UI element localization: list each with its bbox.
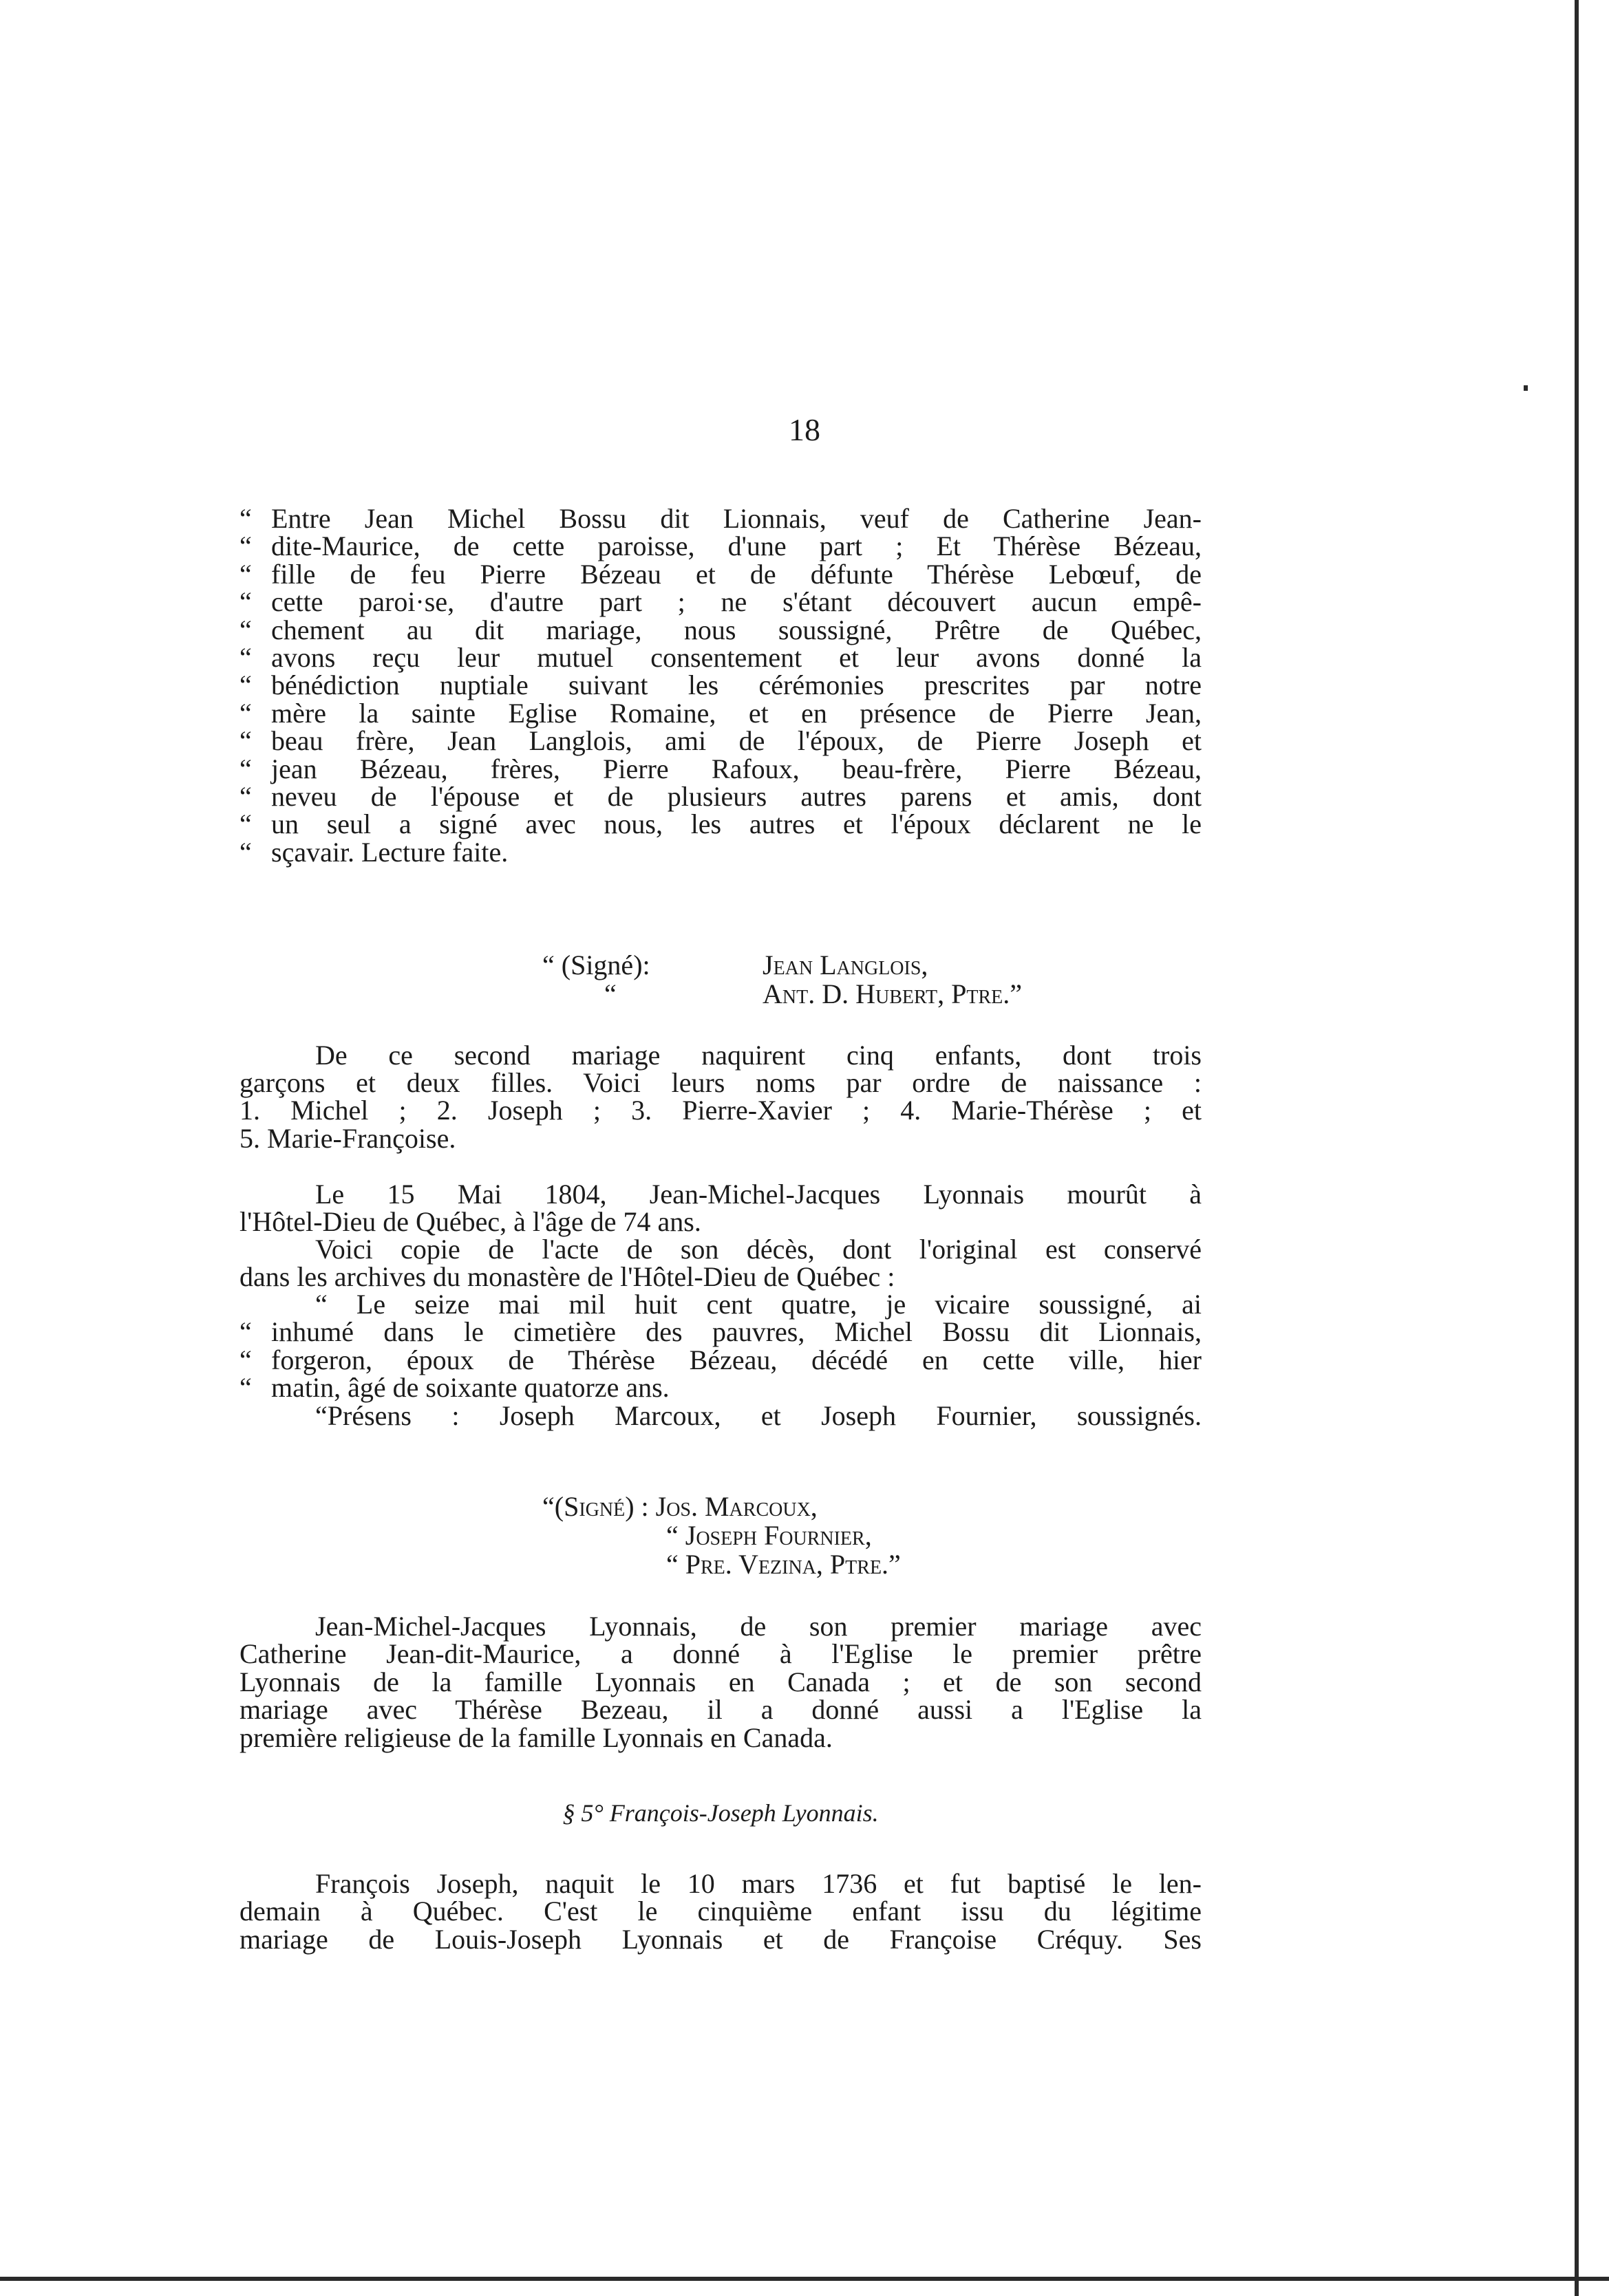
- children-paragraph-cont: [239, 1069, 1202, 1152]
- text-line: Le 15 Mai 1804, Jean-Michel-Jacques Lyonnais mourût à: [315, 1179, 1202, 1210]
- text-line: “ forgeron, époux de Thérèse Bézeau, décédé en cette ville, hier: [239, 1344, 1202, 1375]
- signature-line: “ Pre. Vezina, Ptre.”: [666, 1549, 901, 1580]
- text-line: 5. Marie-Françoise.: [239, 1122, 456, 1154]
- signature-line: “ Joseph Fournier,: [666, 1520, 872, 1551]
- text-line: mariage de Louis-Joseph Lyonnais et de Françoise Créquy. Ses: [239, 1923, 1202, 1955]
- text-line: “ chement au dit mariage, nous soussigné, Prêtre de Québec,: [239, 614, 1202, 645]
- ditto-mark: “: [604, 978, 617, 1009]
- page-number: 18: [789, 412, 820, 447]
- children-paragraph: [239, 1042, 1202, 1069]
- act-copy-paragraph: [239, 1236, 1202, 1291]
- signature-line: “(Signé) : Jos. Marcoux,: [542, 1491, 818, 1522]
- text-line: garçons et deux filles. Voici leurs noms par ordre de naissance :: [239, 1067, 1202, 1098]
- text-line: 1. Michel ; 2. Joseph ; 3. Pierre-Xavier ; 4. Marie-Thérèse ; et: [239, 1095, 1202, 1126]
- marriage-record-quote: [239, 505, 1202, 866]
- text-line: François Joseph, naquit le 10 mars 1736 et fut baptisé le len-: [315, 1868, 1202, 1899]
- text-line: Jean-Michel-Jacques Lyonnais, de son premier mariage avec: [315, 1611, 1202, 1642]
- text-line: “ avons reçu leur mutuel consentement et leur avons donné la: [239, 641, 1202, 673]
- text-line: mariage avec Thérèse Bezeau, il a donné aussi a l'Eglise la: [239, 1694, 1202, 1726]
- scan-border-right: [1575, 0, 1579, 2296]
- signature-name: Jean Langlois,: [763, 949, 928, 980]
- text-line: “Présens : Joseph Marcoux, et Joseph Fournier, soussignés.: [315, 1399, 1202, 1431]
- section-heading: § 5° François-Joseph Lyonnais.: [562, 1799, 879, 1827]
- death-paragraph: [239, 1181, 1202, 1236]
- text-line: première religieuse de la famille Lyonnais en Canada.: [239, 1721, 833, 1753]
- text-line: “ jean Bézeau, frères, Pierre Rafoux, beau-frère, Pierre Bézeau,: [239, 753, 1202, 784]
- text-line: “ inhumé dans le cimetière des pauvres, Michel Bossu dit Lionnais,: [239, 1316, 1202, 1348]
- signature-label: “ (Signé):: [542, 949, 650, 980]
- francois-joseph-paragraph: [239, 1870, 1202, 1953]
- text-line: “ sçavair. Lecture faite.: [239, 836, 509, 868]
- scan-speck: [1524, 385, 1528, 391]
- text-line: Lyonnais de la famille Lyonnais en Canada ; et de son second: [239, 1666, 1202, 1697]
- text-line: “ bénédiction nuptiale suivant les cérémonies prescrites par notre: [239, 669, 1202, 701]
- text-line: demain à Québec. C'est le cinquième enfant issu du légitime: [239, 1896, 1202, 1927]
- text-line: Voici copie de l'acte de son décès, dont l'original est conservé: [315, 1234, 1202, 1265]
- text-line: De ce second mariage naquirent cinq enfants, dont trois: [315, 1040, 1202, 1071]
- text-line: “ Entre Jean Michel Bossu dit Lionnais, veuf de Catherine Jean-: [239, 503, 1202, 534]
- text-line: dans les archives du monastère de l'Hôtel-Dieu de Québec :: [239, 1261, 895, 1293]
- text-line: “ matin, âgé de soixante quatorze ans.: [239, 1372, 670, 1404]
- text-line: “ Le seize mai mil huit cent quatre, je vicaire soussigné, ai: [315, 1289, 1202, 1320]
- burial-record-quote: [239, 1291, 1202, 1430]
- text-line: “ neveu de l'épouse et de plusieurs autres parens et amis, dont: [239, 780, 1202, 812]
- text-line: Catherine Jean-dit-Maurice, a donné à l'Eglise le premier prêtre: [239, 1638, 1202, 1670]
- text-line: “ un seul a signé avec nous, les autres et l'époux déclarent ne le: [239, 808, 1202, 840]
- scan-border-bottom: [0, 2277, 1609, 2281]
- text-line: “ fille de feu Pierre Bézeau et de défunte Thérèse Lebœuf, de: [239, 558, 1202, 590]
- text-line: “ beau frère, Jean Langlois, ami de l'époux, de Pierre Joseph et: [239, 725, 1202, 757]
- text-line: “ cette paroi·se, d'autre part ; ne s'étant découvert aucun empê-: [239, 586, 1202, 618]
- text-line: “ mère la sainte Eglise Romaine, et en présence de Pierre Jean,: [239, 697, 1202, 729]
- summary-paragraph: [239, 1613, 1202, 1752]
- signature-name: Ant. D. Hubert, Ptre.”: [763, 978, 1022, 1009]
- text-line: “ dite-Maurice, de cette paroisse, d'une part ; Et Thérèse Bézeau,: [239, 530, 1202, 562]
- text-line: l'Hôtel-Dieu de Québec, à l'âge de 74 ans.: [239, 1206, 701, 1238]
